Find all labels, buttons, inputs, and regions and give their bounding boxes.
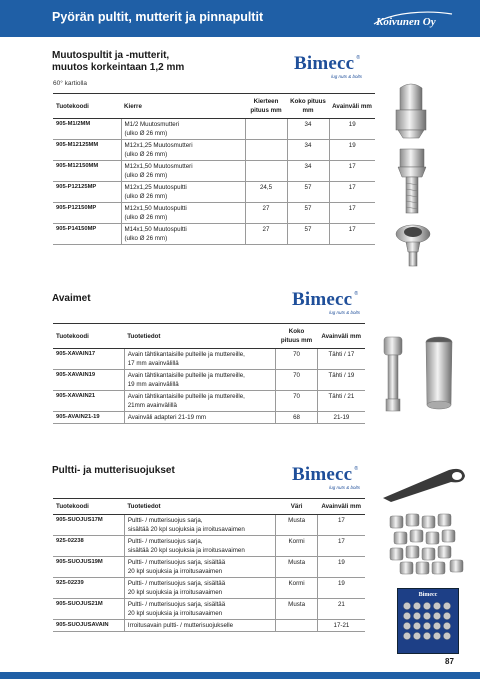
cell-size: 70 [276, 391, 318, 412]
cell-size: 68 [276, 412, 318, 424]
cell-desc: M12x1,25 Muutospultti (ulko Ø 26 mm) [121, 182, 245, 203]
cell-wrench: 21 [317, 599, 365, 620]
cell-desc: Pultti- / mutterisuojus sarja, sisältää 20 kpl suojuksia ja irroitusavaimen [124, 557, 275, 578]
cell-wrench: Tähti / 19 [317, 370, 365, 391]
cell-code: 905-SUOJUSAVAIN [53, 620, 124, 632]
brand-name: Bimecc [292, 464, 353, 485]
table-header-row [53, 324, 365, 349]
cell-code: 905-XAVAIN19 [53, 370, 124, 391]
cell-desc: Pultti- / mutterisuojus sarja, sisältää 20 kpl suojuksia ja irroitusavaimen [124, 578, 275, 599]
section2-table [53, 323, 365, 424]
cell-code: 905-SUOJUS19M [53, 557, 124, 578]
table-row [53, 140, 375, 161]
cell-code: 905-M12125MM [53, 140, 121, 161]
col-wrench: Avainväli mm [317, 324, 365, 349]
logo-text: Koivunen Oy [376, 16, 436, 28]
koivunen-logo [372, 8, 454, 30]
cell-wrench: Tähti / 17 [317, 349, 365, 370]
cell-code: 905-M1/2MM [53, 119, 121, 140]
brand-tagline: lug nuts & bolts [329, 310, 360, 315]
cell-code: 905-P14150MP [53, 224, 121, 245]
table-row [53, 620, 365, 632]
cap-removal-tool-image [379, 464, 469, 504]
cell-wrench: 17 [317, 536, 365, 557]
cell-length: 27 [245, 224, 287, 245]
cell-wrench: 19 [317, 557, 365, 578]
cell-wrench: 17 [329, 161, 375, 182]
cell-code: 925-02239 [53, 578, 124, 599]
cell-size: 70 [276, 370, 318, 391]
cell-wrench: 19 [329, 140, 375, 161]
bimecc-logo [292, 289, 360, 319]
cell-desc: M12x1,50 Muutosmutteri (ulko Ø 26 mm) [121, 161, 245, 182]
cell-desc: Irroitusavain pultti- / mutterisuojukselle [124, 620, 275, 632]
cell-code: 905-XAVAIN21 [53, 391, 124, 412]
col-color: Väri [276, 499, 318, 515]
table-row [53, 182, 375, 203]
cell-desc: Avainväli adapteri 21-19 mm [124, 412, 276, 424]
cell-length [245, 119, 287, 140]
cell-wrench: Tähti / 21 [317, 391, 365, 412]
cell-wrench: 19 [317, 578, 365, 599]
bolt-caps-image [386, 510, 468, 578]
socket-key-image [381, 335, 405, 415]
cell-desc: M14x1,50 Muutospultti (ulko Ø 26 mm) [121, 224, 245, 245]
cell-height: 34 [287, 119, 329, 140]
cell-code: 925-02238 [53, 536, 124, 557]
cell-code: 905-XAVAIN17 [53, 349, 124, 370]
brand-reg: ® [356, 55, 360, 61]
package-caps-grid [402, 601, 454, 649]
col-thread: Kierre [121, 94, 245, 119]
table-row [53, 391, 365, 412]
cell-desc: Avain tähtikantaisille pulteille ja muttereille, 19 mm avainvälillä [124, 370, 276, 391]
cell-wrench: 19 [329, 119, 375, 140]
brand-reg: ® [354, 466, 358, 472]
brand-tagline: lug nuts & bolts [331, 74, 362, 79]
cell-height: 57 [287, 224, 329, 245]
table-header-row [53, 499, 365, 515]
section1-title [52, 50, 184, 74]
table-row [53, 349, 365, 370]
cell-code: 905-P12150MP [53, 203, 121, 224]
bimecc-logo [294, 53, 362, 83]
section2-title: Avaimet [52, 293, 91, 304]
cell-wrench: 17-21 [317, 620, 365, 632]
table-header-row [53, 94, 375, 119]
footer-bar [0, 672, 480, 679]
cell-desc: Pultti- / mutterisuojus sarja, sisältää 20 kpl suojuksia ja irroitusavaimen [124, 599, 275, 620]
table-row [53, 224, 375, 245]
cell-length: 24,5 [245, 182, 287, 203]
bolt-with-washer-image [392, 218, 434, 268]
cell-color: Musta [276, 599, 318, 620]
cell-height: 57 [287, 203, 329, 224]
cell-height: 34 [287, 140, 329, 161]
col-info: Tuotetiedot [124, 499, 275, 515]
table-row [53, 119, 375, 140]
col-code: Tuotekoodi [53, 94, 121, 119]
cell-code: 905-SUOJUS21M [53, 599, 124, 620]
cell-desc: M12x1,25 Muutosmutteri (ulko Ø 26 mm) [121, 140, 245, 161]
cell-length: 27 [245, 203, 287, 224]
col-info: Tuotetiedot [124, 324, 276, 349]
section3-title: Pultti- ja mutterisuojukset [52, 465, 175, 476]
section1-title-line1: Muutospultit ja -mutterit, [52, 50, 170, 61]
col-wrench: Avainväli mm [329, 94, 375, 119]
col-code: Tuotekoodi [53, 324, 124, 349]
section1-note: 60° kartiolla [53, 80, 88, 87]
brand-reg: ® [354, 291, 358, 297]
cell-code: 905-AVAIN21-19 [53, 412, 124, 424]
cell-desc: Pultti- / mutterisuojus sarja, sisältää 20 kpl suojuksia ja irroitusavaimen [124, 515, 275, 536]
cell-length [245, 140, 287, 161]
brand-name: Bimecc [292, 289, 353, 310]
table-row [53, 412, 365, 424]
adapter-sleeve-image [423, 335, 455, 415]
cell-size: 70 [276, 349, 318, 370]
cell-code: 905-SUOJUS17M [53, 515, 124, 536]
bimecc-logo [292, 464, 360, 494]
cell-wrench: 21-19 [317, 412, 365, 424]
brand-tagline: lug nuts & bolts [329, 485, 360, 490]
lug-bolt-image [394, 145, 430, 215]
cell-desc: Avain tähtikantaisille pulteille ja muttereille, 21mm avainvälillä [124, 391, 276, 412]
table-row [53, 370, 365, 391]
page-number: 87 [445, 657, 454, 666]
bolt-caps-package-image [397, 588, 459, 654]
cell-color [276, 620, 318, 632]
table-row [53, 515, 365, 536]
cell-height: 57 [287, 182, 329, 203]
cell-desc: M12x1,50 Muutospultti (ulko Ø 26 mm) [121, 203, 245, 224]
section3-table [53, 498, 365, 632]
section1-table [53, 93, 375, 245]
table-row [53, 161, 375, 182]
cell-desc: M1/2 Muutosmutteri (ulko Ø 26 mm) [121, 119, 245, 140]
cell-desc: Pultti- / mutterisuojus sarja, sisältää 20 kpl suojuksia ja irroitusavaimen [124, 536, 275, 557]
col-size: Koko pituus mm [276, 324, 318, 349]
cell-height: 34 [287, 161, 329, 182]
cell-color: Musta [276, 515, 318, 536]
col-height: Koko pituus mm [287, 94, 329, 119]
col-wrench: Avainväli mm [317, 499, 365, 515]
cell-wrench: 17 [329, 224, 375, 245]
col-length: Kierteen pituus mm [245, 94, 287, 119]
col-code: Tuotekoodi [53, 499, 124, 515]
header-title: Pyörän pultit, mutterit ja pinnapultit [52, 10, 264, 24]
table-row [53, 599, 365, 620]
cell-code: 905-M12150MM [53, 161, 121, 182]
table-row [53, 578, 365, 599]
cell-wrench: 17 [317, 515, 365, 536]
table-row [53, 536, 365, 557]
page-header [0, 0, 480, 37]
cell-desc: Avain tähtikantaisille pulteille ja muttereille, 17 mm avainvälillä [124, 349, 276, 370]
cell-color: Kormi [276, 536, 318, 557]
cell-length [245, 161, 287, 182]
cell-color: Musta [276, 557, 318, 578]
cell-wrench: 17 [329, 203, 375, 224]
table-row [53, 557, 365, 578]
package-label: Bimecc [418, 592, 438, 598]
section1-title-line2: muutos korkeintaan 1,2 mm [52, 62, 185, 73]
cell-wrench: 17 [329, 182, 375, 203]
lug-nut-image [392, 80, 430, 140]
cell-code: 905-P12125MP [53, 182, 121, 203]
brand-name: Bimecc [294, 53, 355, 74]
table-row [53, 203, 375, 224]
cell-color: Kormi [276, 578, 318, 599]
